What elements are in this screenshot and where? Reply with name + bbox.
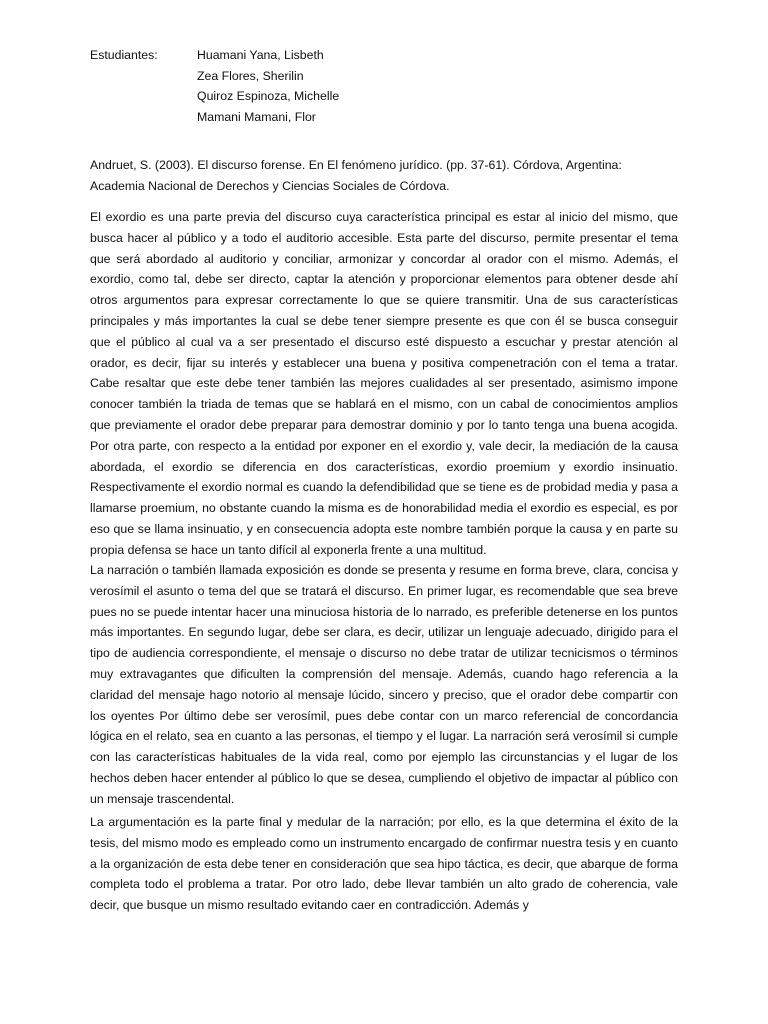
bibliographic-reference: Andruet, S. (2003). El discurso forense. En El fenómeno jurídico. (pp. 37-61). Córdova, Argentina: Academia Nacional de Derechos y Ciencias Sociales de Córdova.: [90, 158, 622, 193]
student-name: Mamani Mamani, Flor: [197, 109, 316, 124]
paragraph-argumentacion: La argumentación es la parte final y medular de la narración; por ello, es la que determina el éxito de la tesis, del mismo modo es empleado como un instrumento encargado de confirmar nuestra tesis y en cuanto a la organización de esta debe tener en consideración que sea hipo táctica, es decir, que abarque de forma completa todo el problema a tratar. Por otro lado, debe llevar también un alto grado de coherencia, vale decir, que busque un mismo resultado evitando caer en contradicción. Además y: [90, 815, 678, 913]
student-name: Zea Flores, Sherilin: [197, 68, 304, 83]
student-name: Quiroz Espinoza, Michelle: [197, 89, 340, 103]
students-label: Estudiantes:: [90, 48, 158, 62]
students-list: [197, 45, 339, 127]
paragraph-narracion: La narración o también llamada exposición es donde se presenta y resume en forma breve, clara, concisa y verosímil el asunto o tema del que se tratará el discurso. En primer lugar, es recomendable que sea breve pues no se puede intentar hacer una minuciosa historia de lo narrado, es preferible detenerse en los puntos más importantes. En segundo lugar, debe ser clara, es decir, utilizar un lenguaje adecuado, dirigido para el tipo de audiencia correspondiente, el mensaje o discurso no debe tratar de utilizar tecnicismos o términos muy extravagantes que dificulten la comprensión del mensaje. Además, cuando hago referencia a la claridad del mensaje hago notorio al mensaje lúcido, sincero y preciso, que el orador debe compartir con los oyentes Por último debe ser verosímil, pues debe contar con un marco referencial de concordancia lógica en el relato, sea en cuanto a las personas, el tiempo y el lugar. La narración será verosímil si cumple con las características habituales de la vida real, como por ejemplo las circunstancias y el lugar de los hechos deben hacer entender al público lo que se desea, cumpliendo el objetivo de impactar al público con un mensaje trascendental.: [90, 563, 678, 806]
student-name: Huamani Yana, Lisbeth: [197, 48, 324, 62]
paragraph-exordio: El exordio es una parte previa del discurso cuya característica principal es estar al inicio del mismo, que busca hacer al público y a todo el auditorio accesible. Esta parte del discurso, permite presentar el tema que será abordado al auditorio y conciliar, armonizar y concordar al orador con el mismo. Además, el exordio, como tal, debe ser directo, captar la atención y proporcionar elementos para obtener desde ahí otros argumentos para expresar correctamente lo que se quiere transmitir. Una de sus características principales y más importantes la cual se debe tener siempre presente es que con él se busca conseguir que el público al cual va a ser presentado el discurso esté dispuesto a escuchar y prestar atención al orador, es decir, fijar su interés y establecer una buena y positiva compenetración con el tema a tratar. Cabe resaltar que este debe tener también las mejores cualidades al ser presentado, asimismo impone conocer también la triada de temas que se hablará en el mismo, con un cabal de conocimientos amplios que previamente el orador debe preparar para demostrar dominio y por lo tanto tenga una buena acogida. Por otra parte, con respecto a la entidad por exponer en el exordio y, vale decir, la mediación de la causa abordada, el exordio se diferencia en dos características, exordio proemium y exordio insinuatio. Respectivamente el exordio normal es cuando la defendibilidad que se tiene es de probidad media y pasa a llamarse proemium, no obstante cuando la misma es de honorabilidad media el exordio es especial, es por eso que se llama insinuatio, y en consecuencia adopta este nombre también porque la causa y en parte su propia defensa se hace un tanto difícil al exponerla frente a una multitud.: [90, 210, 678, 557]
